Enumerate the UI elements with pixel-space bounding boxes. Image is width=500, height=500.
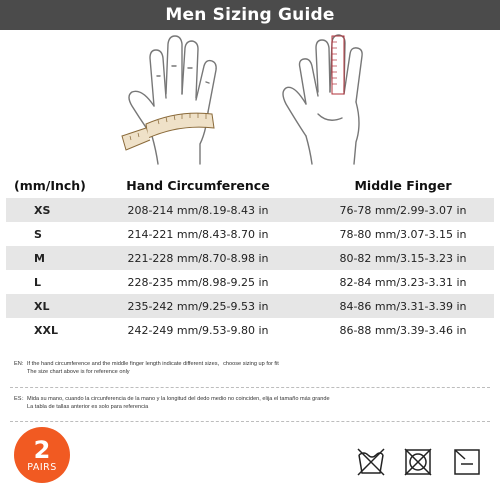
note-en-line1: If the hand circumference and the middle finger length indicate different sizes，choose sizing up for fit [27, 361, 279, 367]
finger-cell: 82-84 mm/3.23-3.31 in [339, 275, 467, 289]
note-en-line2: The size chart above is for reference only [27, 369, 130, 375]
hand-cell: 208-214 mm/8.19-8.43 in [127, 203, 269, 217]
finger-cell: 78-80 mm/3.07-3.15 in [339, 227, 467, 241]
size-cell: XS [34, 203, 51, 217]
hand-circumference-illustration-icon [118, 32, 248, 170]
hand-cell: 214-221 mm/8.43-8.70 in [127, 227, 269, 241]
table-row [6, 222, 494, 246]
finger-cell: 84-86 mm/3.31-3.39 in [339, 299, 467, 313]
header-hand-circumference: Hand Circumference [126, 177, 270, 193]
hand-cell: 235-242 mm/9.25-9.53 in [127, 299, 269, 313]
size-cell: M [34, 251, 45, 265]
english-note [14, 360, 279, 376]
note-es-line2: La tabla de tallas anterior es solo para referencia [27, 404, 149, 410]
pairs-label: PAIRS [27, 461, 57, 473]
hand-cell: 221-228 mm/8.70-8.98 in [127, 251, 269, 265]
finger-cell: 76-78 mm/2.99-3.07 in [339, 203, 467, 217]
size-cell: S [34, 227, 42, 241]
table-row [6, 318, 494, 342]
note-en-label: EN: [14, 361, 24, 367]
size-cell: L [34, 275, 42, 289]
finger-cell: 86-88 mm/3.39-3.46 in [339, 323, 467, 337]
size-cell: XL [34, 299, 50, 313]
dry-flat-icon [452, 447, 482, 477]
header-middle-finger: Middle Finger [354, 177, 452, 193]
hand-cell: 242-249 mm/9.53-9.80 in [127, 323, 269, 337]
table-row [6, 294, 494, 318]
note-es-line1: Mida su mano, cuando la circunferencia de la mano y la longitud del dedo medio no coinciden, elija el tamaño más grande [27, 396, 330, 402]
divider [10, 421, 490, 422]
spanish-note [14, 395, 330, 411]
middle-finger-illustration-icon [276, 32, 396, 170]
finger-cell: 80-82 mm/3.15-3.23 in [339, 251, 467, 265]
title-banner [0, 0, 500, 30]
table-header [6, 172, 494, 198]
note-es-label: ES： [14, 396, 28, 402]
sizing-table [6, 172, 494, 342]
header-unit: (mm/Inch) [14, 177, 86, 193]
table-row [6, 246, 494, 270]
size-cell: XXL [34, 323, 58, 337]
pairs-count: 2 [33, 435, 51, 464]
divider [10, 387, 490, 388]
do-not-wash-icon [356, 447, 386, 477]
table-row [6, 270, 494, 294]
page-title: Men Sizing Guide [165, 5, 335, 25]
table-row [6, 198, 494, 222]
hand-cell: 228-235 mm/8.98-9.25 in [127, 275, 269, 289]
do-not-tumble-dry-icon [403, 447, 433, 477]
pairs-badge [14, 427, 70, 483]
